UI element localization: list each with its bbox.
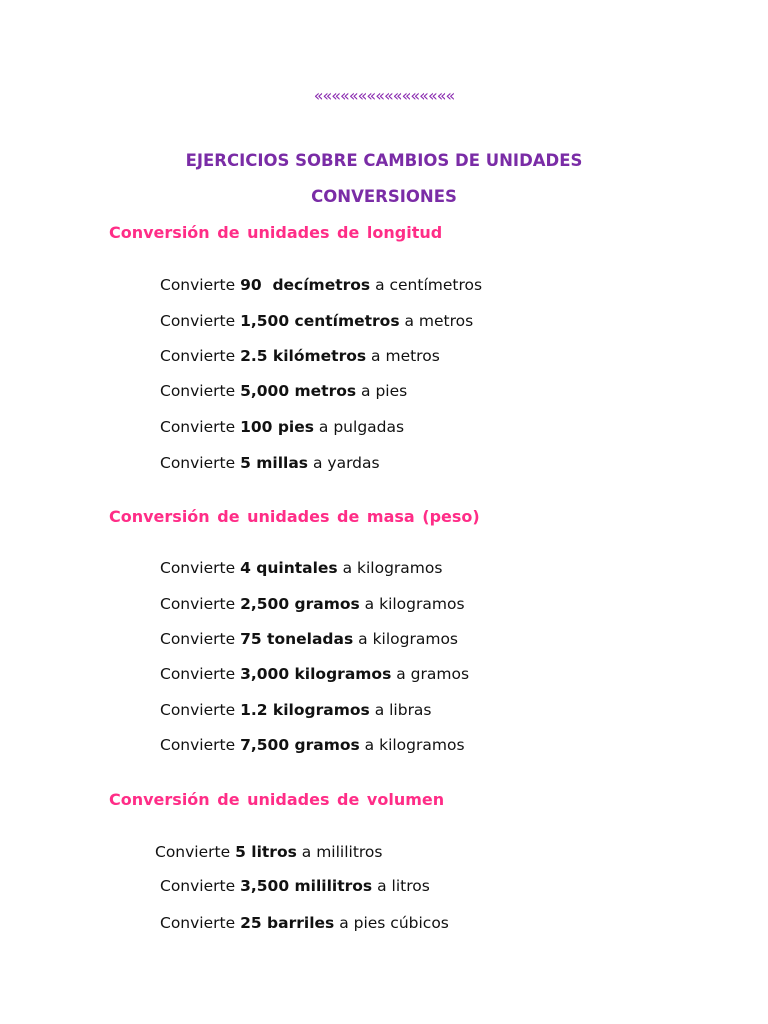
item-text: Convierte 3,500 mililitros a litros: [160, 877, 430, 895]
item-quantity: 7,500 gramos: [240, 736, 360, 754]
item-text: Convierte 2,500 gramos a kilogramos: [160, 595, 465, 613]
item-text: Convierte 5 litros a mililitros: [155, 843, 383, 861]
section-heading-masa: Conversión de unidades de masa (peso): [109, 507, 480, 526]
document-subtitle: CONVERSIONES: [311, 187, 457, 206]
item-text: Convierte 7,500 gramos a kilogramos: [160, 736, 465, 754]
item-text: Convierte 4 quintales a kilogramos: [160, 559, 443, 577]
item-quantity: 3,500 mililitros: [240, 877, 373, 895]
item-text: Convierte 5 millas a yardas: [160, 454, 380, 472]
item-quantity: 1,500 centímetros: [240, 312, 400, 330]
item-quantity: 100 pies: [240, 418, 314, 436]
item-text: Convierte 1.2 kilogramos a libras: [160, 701, 432, 719]
section-heading-longitud: Conversión de unidades de longitud: [109, 223, 443, 242]
item-quantity: 5 litros: [235, 843, 297, 861]
item-text: Convierte 90 decímetros a centímetros: [160, 276, 483, 294]
item-quantity: 90 decímetros: [240, 276, 371, 294]
item-quantity: 25 barriles: [240, 914, 335, 932]
item-quantity: 3,000 kilogramos: [240, 665, 392, 683]
item-text: Convierte 1,500 centímetros a metros: [160, 312, 474, 330]
item-text: Convierte 5,000 metros a pies: [160, 382, 408, 400]
item-quantity: 5 millas: [240, 454, 309, 472]
item-text: Convierte 25 barriles a pies cúbicos: [160, 914, 449, 932]
section-heading-volumen: Conversión de unidades de volumen: [109, 790, 445, 809]
item-quantity: 5,000 metros: [240, 382, 357, 400]
item-text: Convierte 3,000 kilogramos a gramos: [160, 665, 470, 683]
item-quantity: 75 toneladas: [240, 630, 354, 648]
item-quantity: 1.2 kilogramos: [240, 701, 370, 719]
item-text: Convierte 75 toneladas a kilogramos: [160, 630, 459, 648]
item-text: Convierte 2.5 kilómetros a metros: [160, 347, 440, 365]
item-text: Convierte 100 pies a pulgadas: [160, 418, 405, 436]
item-quantity: 2.5 kilómetros: [240, 347, 367, 365]
item-quantity: 2,500 gramos: [240, 595, 360, 613]
decorative-ornament: ««««««««««««««««: [313, 86, 455, 105]
document-title: EJERCICIOS SOBRE CAMBIOS DE UNIDADES: [185, 151, 583, 170]
item-quantity: 4 quintales: [240, 559, 338, 577]
